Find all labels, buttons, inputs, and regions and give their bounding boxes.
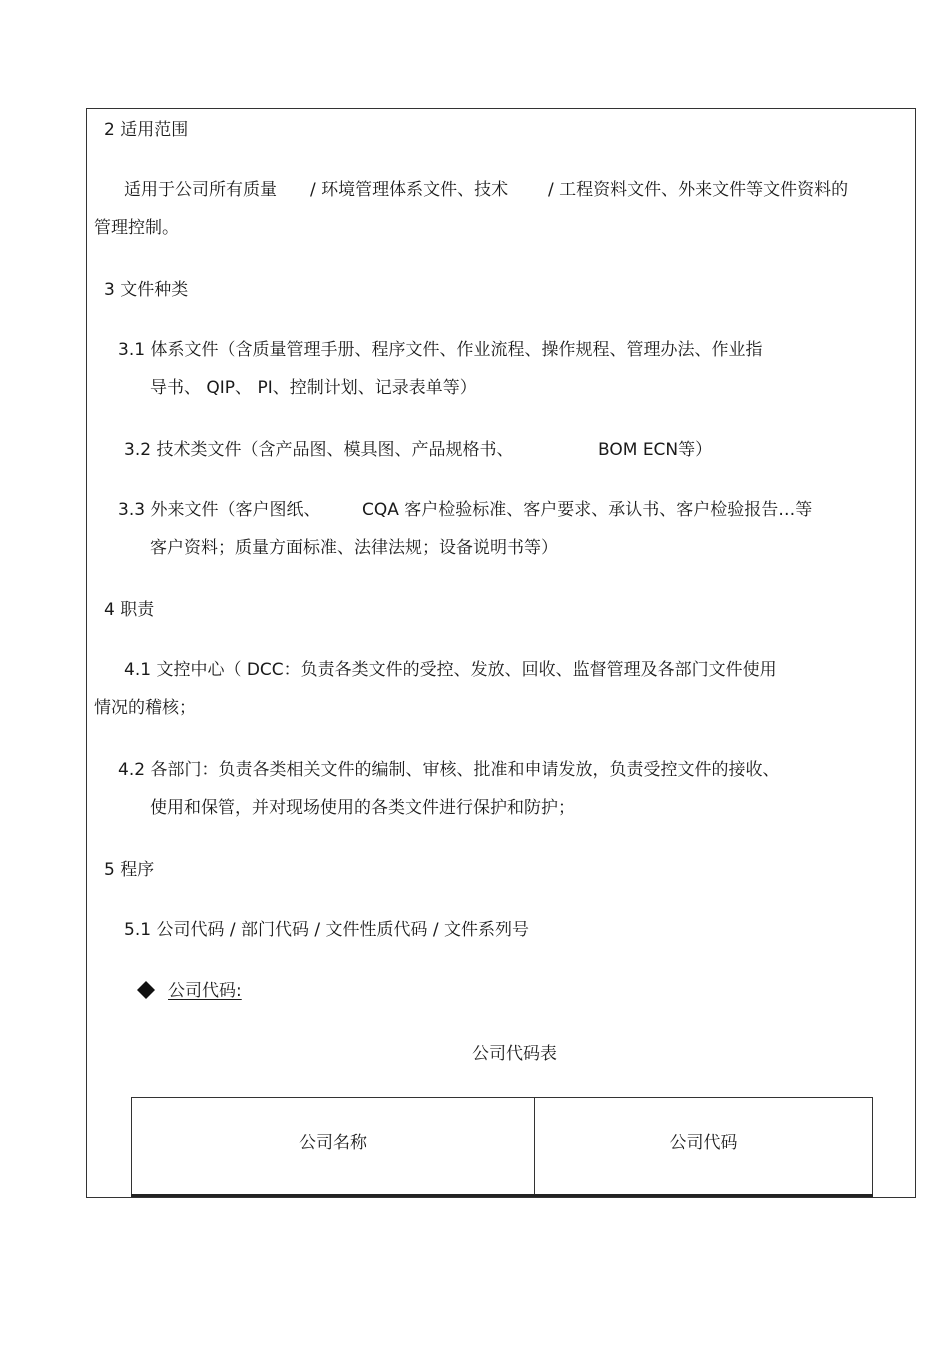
scope-text-line2: 管理控制。 — [94, 218, 179, 238]
company-code-label: 公司代码: — [168, 981, 242, 1001]
scope-text-part1: 适用于公司所有质量 — [124, 180, 277, 200]
types-item2-part2: BOM ECN等） — [598, 440, 713, 460]
table-header-row — [132, 1098, 873, 1196]
section-heading-scope: 2 适用范围 — [104, 120, 189, 140]
types-item3-part1: 3.3 外来文件（客户图纸、 — [118, 500, 321, 520]
scope-text-part3: / 工程资料文件、外来文件等文件资料的 — [548, 180, 849, 200]
document-frame — [86, 108, 916, 1198]
types-item3-line2: 客户资料；质量方面标准、法律法规；设备说明书等） — [150, 538, 558, 558]
types-item1-line1: 3.1 体系文件（含质量管理手册、程序文件、作业流程、操作规程、管理办法、作业指 — [118, 340, 763, 360]
company-code-table — [131, 1097, 873, 1197]
duties-item2-line1: 4.2 各部门：负责各类相关文件的编制、审核、批准和申请发放，负责受控文件的接收、 — [118, 760, 780, 780]
duties-item1-line1: 4.1 文控中心（ DCC：负责各类文件的受控、发放、回收、监督管理及各部门文件使用 — [124, 660, 777, 680]
procedure-item1: 5.1 公司代码 / 部门代码 / 文件性质代码 / 文件系列号 — [124, 920, 530, 940]
types-item3-part2: CQA 客户检验标准、客户要求、承认书、客户检验报告…等 — [362, 500, 813, 520]
section-heading-duties: 4 职责 — [104, 600, 155, 620]
section-heading-types: 3 文件种类 — [104, 280, 189, 300]
company-code-table-title: 公司代码表 — [472, 1044, 557, 1064]
scope-text-part2: / 环境管理体系文件、技术 — [310, 180, 509, 200]
table-header-company-code: 公司代码 — [535, 1098, 873, 1196]
types-item1-line2: 导书、 QIP、 PI、控制计划、记录表单等） — [150, 378, 477, 398]
duties-item1-line2: 情况的稽核； — [94, 698, 196, 718]
table-header-company-name: 公司名称 — [132, 1098, 535, 1196]
diamond-bullet-icon — [136, 980, 156, 1000]
section-heading-procedure: 5 程序 — [104, 860, 155, 880]
types-item2-part1: 3.2 技术类文件（含产品图、模具图、产品规格书、 — [124, 440, 514, 460]
duties-item2-line2: 使用和保管，并对现场使用的各类文件进行保护和防护； — [150, 798, 575, 818]
